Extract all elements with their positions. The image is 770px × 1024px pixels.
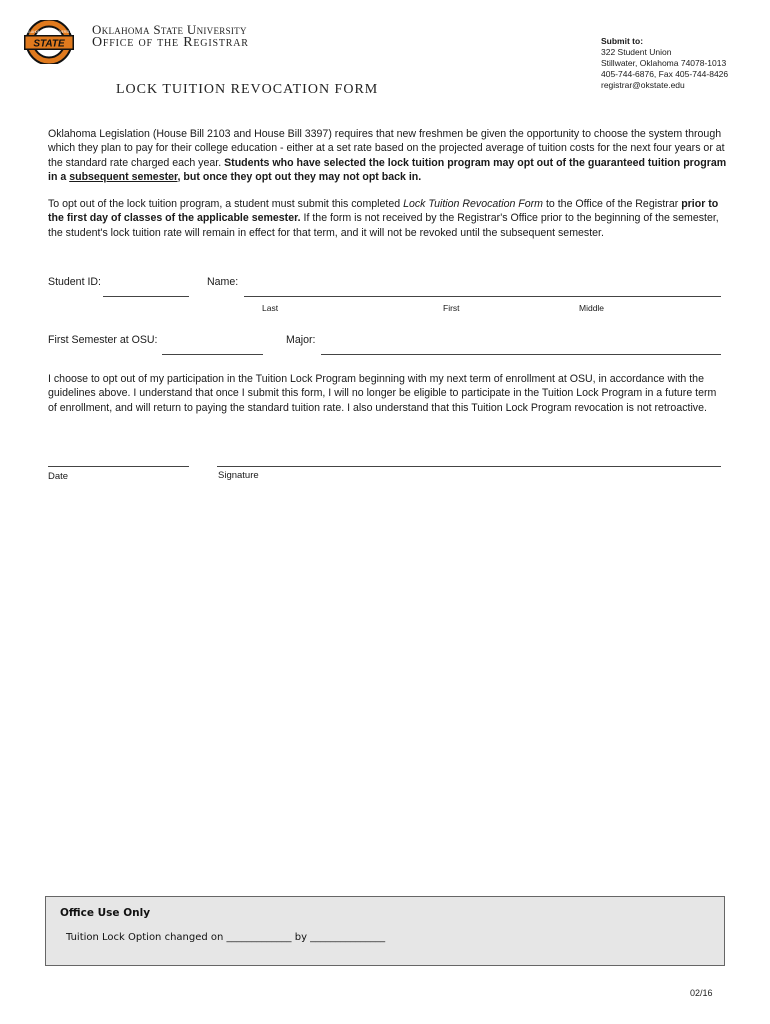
first-semester-field[interactable] xyxy=(162,354,263,355)
middle-name-sublabel: Middle xyxy=(579,303,605,313)
para2-text-mid: to the Office of the Registrar xyxy=(543,198,682,210)
para2-italic: Lock Tuition Revocation Form xyxy=(403,198,544,210)
para1-underline: subsequent semester xyxy=(69,170,178,183)
para1-bold-end: , but once they opt out they may not opt back in. xyxy=(177,170,422,183)
submit-address-line: 322 Student Union xyxy=(601,47,672,57)
signature-field[interactable] xyxy=(217,466,721,467)
submit-to-block xyxy=(601,36,728,91)
date-field[interactable] xyxy=(48,466,189,467)
office-use-change-line: Tuition Lock Option changed on _____________ by _______________ xyxy=(66,932,386,943)
logo-text: OKLAHOMA STATE UNIVERSITY xyxy=(24,30,74,34)
submit-label: Submit to: xyxy=(601,36,644,46)
major-label: Major: xyxy=(286,334,316,346)
legislation-paragraph xyxy=(48,127,728,184)
submit-email[interactable]: registrar@okstate.edu xyxy=(601,80,685,90)
opt-out-paragraph xyxy=(48,197,728,240)
name-label: Name: xyxy=(207,276,239,288)
university-name: Oklahoma State University xyxy=(92,22,247,37)
student-id-label: Student ID: xyxy=(48,276,101,288)
svg-text:STATE: STATE xyxy=(33,38,65,50)
para2-text: To opt out of the lock tuition program, a student must submit this completed xyxy=(48,198,404,210)
name-field[interactable] xyxy=(244,296,721,297)
office-use-title: Office Use Only xyxy=(60,907,151,919)
first-name-sublabel: First xyxy=(443,303,460,313)
last-name-sublabel: Last xyxy=(262,303,279,313)
para1-text: Oklahoma Legislation (House Bill 2103 and House Bill 3397) requires that new freshmen be given the opportunity to choose the system through which they plan to pay for their college education - either at a set rate based on the projected average of tuition costs for the next four years or at the standard rate charged each year. xyxy=(48,128,725,169)
office-name: Office of the Registrar xyxy=(92,35,249,50)
para1-bold-text: Students who have selected the lock tuition program may opt out of the guaranteed tuition program in a xyxy=(48,156,727,183)
date-label: Date xyxy=(48,471,69,482)
form-title: LOCK TUITION REVOCATION FORM xyxy=(116,82,379,97)
submit-address-line: Stillwater, Oklahoma 74078-1013 xyxy=(601,58,727,68)
student-id-field[interactable] xyxy=(103,296,189,297)
para2-text-end: If the form is not received by the Registrar's Office prior to the beginning of the semester, the student's lock tuition rate will remain in effect for that term, and it will not be revoked until the subsequent semester. xyxy=(48,212,719,239)
major-field[interactable] xyxy=(321,354,721,355)
first-semester-label: First Semester at OSU: xyxy=(48,334,158,346)
osu-logo xyxy=(22,20,76,64)
form-revision-code: 02/16 xyxy=(690,988,713,998)
signature-label: Signature xyxy=(218,470,259,481)
acknowledgement-paragraph: I choose to opt out of my participation in the Tuition Lock Program beginning with my next term of enrollment at OSU, in accordance with the guidelines above. I understand that once I submit this form, I will no longer be eligible to participate in the Tuition Lock Program in a future term of enrollment, and will return to paying the standard tuition rate. I also understand that this Tuition Lock Program revocation is not retroactive. xyxy=(48,373,717,414)
para2-bold: prior to the first day of classes of the applicable semester. xyxy=(48,198,719,225)
submit-phone-line: 405-744-6876, Fax 405-744-8426 xyxy=(601,69,729,79)
